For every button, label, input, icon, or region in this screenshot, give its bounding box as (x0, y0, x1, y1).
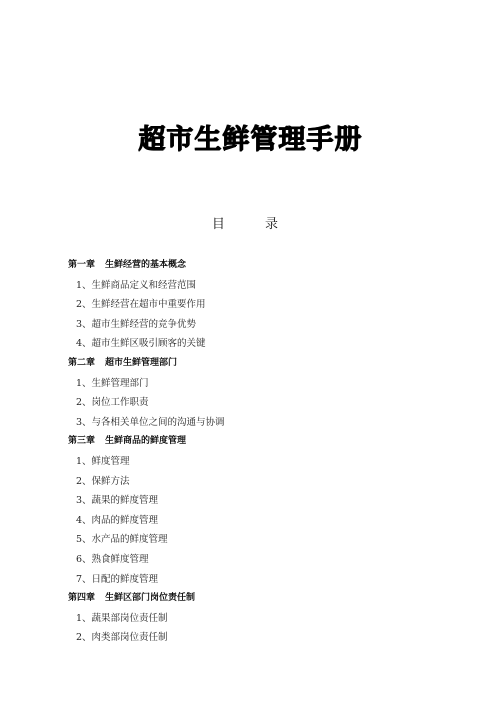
toc-chapter-heading (68, 354, 448, 374)
chapter-number: 第三章 (68, 436, 96, 447)
toc-section-item: 2、肉类部岗位责任制 (76, 632, 168, 644)
toc-section-item: 2、岗位工作职责 (76, 397, 149, 409)
toc-section-item: 1、生鲜商品定义和经营范围 (76, 279, 197, 291)
toc-section-item: 5、水产品的鲜度管理 (76, 534, 168, 546)
chapter-title: 生鲜商品的鲜度管理 (105, 436, 187, 447)
toc-section-item: 2、保鲜方法 (76, 475, 130, 487)
toc-section-item: 3、与各相关单位之间的沟通与协调 (76, 416, 225, 428)
toc-section-item: 3、超市生鲜经营的竞争优势 (76, 318, 197, 330)
chapter-title: 超市生鲜管理部门 (105, 357, 178, 368)
toc-section-item: 6、熟食鲜度管理 (76, 553, 149, 565)
toc-section-item: 1、生鲜管理部门 (76, 377, 149, 389)
toc-section-item: 1、鲜度管理 (76, 455, 130, 467)
toc-chapter-heading (68, 589, 448, 609)
toc-section-item: 4、肉品的鲜度管理 (76, 514, 159, 526)
chapter-title: 生鲜区部门岗位责任制 (105, 593, 196, 604)
chapter-number: 第一章 (68, 260, 96, 270)
chapter-title: 生鲜经营的基本概念 (105, 260, 187, 270)
chapter-number: 第四章 (68, 593, 96, 604)
toc-heading: 目 录 (211, 217, 297, 232)
toc-section-item: 4、超市生鲜区吸引顾客的关键 (76, 338, 206, 350)
toc-section-item: 3、蔬果的鲜度管理 (76, 495, 159, 507)
document-title: 超市生鲜管理手册 (138, 124, 362, 155)
toc-section-item: 1、蔬果部岗位责任制 (76, 612, 168, 624)
toc-chapter-heading (68, 256, 448, 276)
chapter-number: 第二章 (68, 357, 96, 368)
toc-section-item: 2、生鲜经营在超市中重要作用 (76, 299, 206, 311)
toc-chapter-heading (68, 432, 448, 452)
table-of-contents (68, 256, 448, 648)
toc-section-item: 7、日配的鲜度管理 (76, 573, 159, 585)
